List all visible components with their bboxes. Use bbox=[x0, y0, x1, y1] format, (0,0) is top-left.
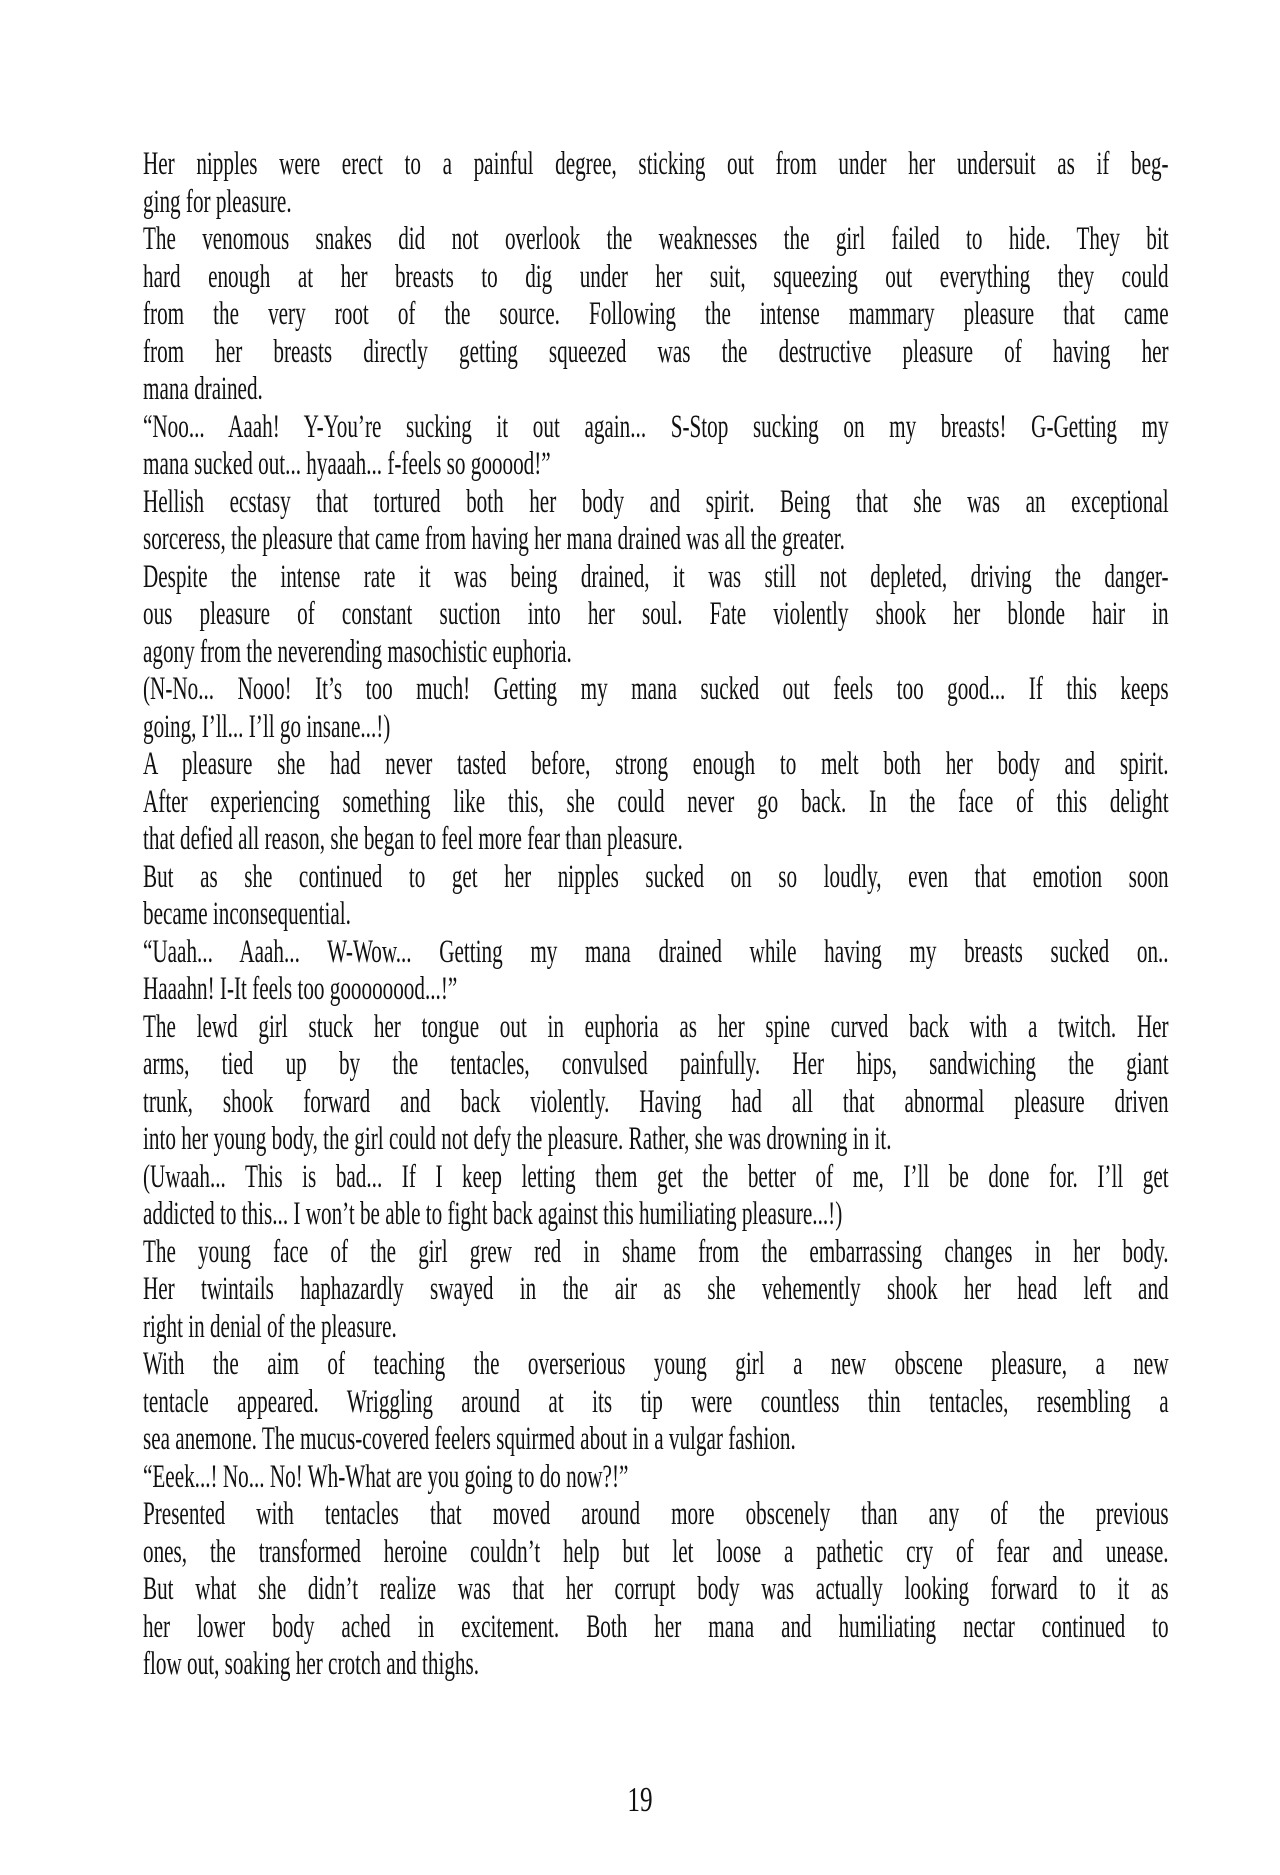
text-line: sorceress, the pleasure that came from having her mana drained was all the greater. bbox=[143, 521, 845, 557]
paragraph bbox=[143, 746, 1169, 859]
text-line: Presented with tentacles that moved around more obscenely than any of the previous bbox=[143, 1496, 1169, 1532]
paragraph bbox=[143, 1346, 1169, 1459]
paragraph bbox=[143, 859, 1169, 934]
text-line: flow out, soaking her crotch and thighs. bbox=[143, 1646, 480, 1682]
text-line: tentacle appeared. Wriggling around at its tip were countless thin tentacles, resembling a bbox=[143, 1383, 1169, 1420]
text-line: Her nipples were erect to a painful degree, sticking out from under her undersuit as if beg- bbox=[143, 146, 1169, 182]
text-line: But as she continued to get her nipples sucked on so loudly, even that emotion soon bbox=[143, 858, 1169, 895]
text-line: sea anemone. The mucus-covered feelers squirmed about in a vulgar fashion. bbox=[143, 1421, 796, 1457]
paragraph bbox=[143, 1496, 1169, 1684]
text-line: mana sucked out... hyaaah... f-feels so gooood!” bbox=[143, 446, 551, 482]
paragraph bbox=[143, 1459, 1169, 1497]
text-line: “Uaah... Aaah... W-Wow... Getting my mana drained while having my breasts sucked on.. bbox=[143, 933, 1169, 970]
text-line: (Uwaah... This is bad... If I keep letting them get the better of me, I’ll be done for. I’ll get bbox=[143, 1158, 1169, 1195]
text-line: Haaahn! I-It feels too goooooood...!” bbox=[143, 971, 458, 1007]
text-line: mana drained. bbox=[143, 371, 263, 407]
paragraph bbox=[143, 671, 1169, 746]
text-line: addicted to this... I won’t be able to fight back against this humiliating pleasure...!) bbox=[143, 1196, 843, 1232]
text-line: But what she didn’t realize was that her corrupt body was actually looking forward to it as bbox=[143, 1571, 1169, 1607]
text-line: ging for pleasure. bbox=[143, 183, 292, 220]
text-line: going, I’ll... I’ll go insane...!) bbox=[143, 708, 391, 745]
text-line: Hellish ecstasy that tortured both her body and spirit. Being that she was an exceptional bbox=[143, 483, 1169, 520]
paragraph bbox=[143, 409, 1169, 484]
text-line: that defied all reason, she began to feel more fear than pleasure. bbox=[143, 821, 683, 857]
text-line: hard enough at her breasts to dig under her suit, squeezing out everything they could bbox=[143, 258, 1169, 295]
text-line: trunk, shook forward and back violently. Having had all that abnormal pleasure driven bbox=[143, 1083, 1169, 1120]
text-line: became inconsequential. bbox=[143, 896, 351, 932]
text-line: The venomous snakes did not overlook the weaknesses the girl failed to hide. They bit bbox=[143, 221, 1169, 257]
text-line: “Eeek...! No... No! Wh-What are you going to do now?!” bbox=[143, 1458, 629, 1495]
paragraph bbox=[143, 221, 1169, 409]
text-line: arms, tied up by the tentacles, convulsed painfully. Her hips, sandwiching the giant bbox=[143, 1046, 1169, 1082]
text-line: ones, the transformed heroine couldn’t help but let loose a pathetic cry of fear and unease. bbox=[143, 1533, 1169, 1570]
text-line: into her young body, the girl could not defy the pleasure. Rather, she was drowning in it. bbox=[143, 1121, 892, 1157]
text-line: After experiencing something like this, she could never go back. In the face of this delight bbox=[143, 783, 1169, 820]
text-line: Her twintails haphazardly swayed in the air as she vehemently shook her head left and bbox=[143, 1271, 1169, 1307]
text-line: ous pleasure of constant suction into her soul. Fate violently shook her blonde hair in bbox=[143, 596, 1169, 632]
paragraph bbox=[143, 559, 1169, 672]
text-line: The lewd girl stuck her tongue out in euphoria as her spine curved back with a twitch. Her bbox=[143, 1008, 1169, 1045]
text-line: right in denial of the pleasure. bbox=[143, 1308, 397, 1345]
paragraph bbox=[143, 146, 1169, 221]
text-line: her lower body ached in excitement. Both her mana and humiliating nectar continued to bbox=[143, 1608, 1169, 1645]
paragraph bbox=[143, 1234, 1169, 1347]
page-text bbox=[143, 146, 1169, 1684]
text-line: “Noo... Aaah! Y-You’re sucking it out again... S-Stop sucking on my breasts! G-Getting my bbox=[143, 408, 1169, 445]
text-line: The young face of the girl grew red in shame from the embarrassing changes in her body. bbox=[143, 1233, 1169, 1270]
text-line: agony from the neverending masochistic euphoria. bbox=[143, 633, 572, 670]
text-line: from the very root of the source. Following the intense mammary pleasure that came bbox=[143, 296, 1169, 332]
page-number: 19 bbox=[627, 1780, 653, 1819]
paragraph bbox=[143, 1159, 1169, 1234]
paragraph bbox=[143, 484, 1169, 559]
paragraph bbox=[143, 1009, 1169, 1159]
text-line: Despite the intense rate it was being drained, it was still not depleted, driving the danger- bbox=[143, 558, 1169, 595]
text-line: With the aim of teaching the overserious young girl a new obscene pleasure, a new bbox=[143, 1346, 1169, 1382]
text-line: from her breasts directly getting squeezed was the destructive pleasure of having her bbox=[143, 333, 1169, 370]
text-line: (N-No... Nooo! It’s too much! Getting my mana sucked out feels too good... If this keeps bbox=[143, 671, 1169, 707]
text-line: A pleasure she had never tasted before, strong enough to melt both her body and spirit. bbox=[143, 746, 1169, 782]
paragraph bbox=[143, 934, 1169, 1009]
